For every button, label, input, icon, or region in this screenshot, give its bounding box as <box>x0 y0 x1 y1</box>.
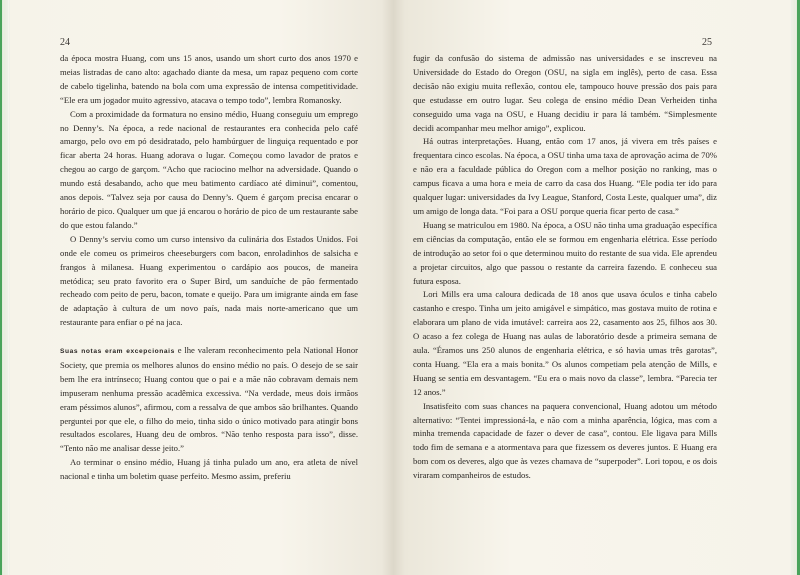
left-page <box>10 0 393 575</box>
page-number: 25 <box>702 37 712 48</box>
page-number: 24 <box>60 37 70 48</box>
section-paragraph <box>60 344 358 456</box>
left-page-edge <box>0 0 10 575</box>
paragraph: Com a proximidade da formatura no ensino médio, Huang conseguiu um emprego no Denny’s. Na época, a rede nacional de restaurantes era conhecida pelo café amargo, pelo ovo em pó desidratado, pelo hambúrguer de linguiça requentado e por ficar aberta 24 horas. Huang adorava o lugar. Começou como lavador de pratos e chegou ao cargo de garçom. “Acho que raciocino melhor na adversidade. Quando o mundo está desabando, acho que meu batimento cardíaco até diminui”, comentou, anos depois. “Talvez seja por causa do Denny’s. Quem é garçom precisa encarar o horário de pico. Qualquer um que já encarou o horário de pico de um restaurante sabe do que estou falando.” <box>60 108 358 230</box>
right-page <box>393 0 790 575</box>
paragraph: O Denny’s serviu como um curso intensivo da culinária dos Estados Unidos. Foi onde ele comeu os primeiros cheeseburgers com bacon, enroladinhos de salsicha e frangos à milanesa. Huang experimentou o cardápio aos poucos, de maneira metódica; seu prato favorito era o Super Bird, um sanduíche de pão fermentado recheado com peito de peru, bacon, tomate e queijo. Para um imigrante ainda em fase de adaptação à cultura de um novo país, nada mais norte-americano que um restaurante para enfiar o pé na jaca. <box>60 233 358 328</box>
body-text <box>60 52 358 484</box>
right-page-edge <box>790 0 800 575</box>
paragraph: Ao terminar o ensino médio, Huang já tinha pulado um ano, era atleta de nível nacional e tinha um boletim quase perfeito. Mesmo assim, preferiu <box>60 457 358 482</box>
body-text <box>413 52 717 483</box>
section-lead-in: Suas notas eram excepcionais <box>60 348 175 356</box>
paragraph: Lori Mills era uma caloura dedicada de 18 anos que usava óculos e tinha cabelo castanho e crespo. Tinha um jeito amigável e simpático, mas gostava muito de rotina e elaborara um plano de vida imutável: carreira aos 22, casamento aos 25, filhos aos 30. O acaso a fez colega de Huang nas aulas de laboratório desde a primeira semana de aula. “Éramos uns 250 alunos de engenharia elétrica, e só havia umas três garotas”, conta Huang. “Ela era a mais bonita.” Os alunos competiam pela atenção de Mills, e Huang se sentia em desvantagem. “Eu era o mais novo da classe”, lembra. “Parecia ter 12 anos.” <box>413 289 717 397</box>
paragraph: fugir da confusão do sistema de admissão nas universidades e se inscreveu na Universidade do Estado do Oregon (OSU, na sigla em inglês), perto de casa. Essa decisão não exigiu muita reflexão, contou ele, tampouco houve pressão dos pais para que estudasse em outro lugar. Seu colega de ensino médio Dean Verheiden tinha conseguido uma vaga na OSU, e Huang decidiu ir para lá também. “Simplesmente decidi acompanhar meu melhor amigo”, explicou. <box>413 53 717 133</box>
paragraph: Huang se matriculou em 1980. Na época, a OSU não tinha uma graduação específica em ciências da computação, então ele se formou em engenharia elétrica. Esse período de introdução ao setor foi o que determinou muito do restante de sua vida. Ele aprendeu a projetar circuitos, algo que passou o restante da carreira fazendo. E conheceu sua futura esposa. <box>413 219 717 286</box>
paragraph: da época mostra Huang, com uns 15 anos, usando um short curto dos anos 1970 e meias listradas de cano alto: agachado diante da mesa, um rapaz pequeno com corte de cabelo tigelinha, batendo na bola com uma expressão de intensa competitividade. “Ele era um jogador muito agressivo, atacava o tempo todo”, lembra Romanosky. <box>60 53 358 105</box>
paragraph-text: e lhe valeram reconhecimento pela National Honor Society, que premia os melhores alunos do ensino médio no país. O desejo de se sair bem lhe era intrínseco; Huang contou que o pai e a mãe não cobravam demais nem impuseram nenhuma pressão acadêmica excessiva. “Na verdade, meus dois irmãos eram péssimos alunos”, afirmou, com a ressalva de que ambos são brilhantes. Quando perguntei por que ele, o filho do meio, tinha sido o único motivado para atingir bons resultados escolares, Huang deu de ombros. “Não tenho resposta para isso”, disse. “Tento não me analisar desse jeito.” <box>60 345 358 454</box>
paragraph: Insatisfeito com suas chances na paquera convencional, Huang adotou um método alternativo: “Tentei impressioná-la, e não com a minha aparência, lógica, mas com a minha tremenda capacidade de fazer o dever de casa”, contou. Ele ligava para Mills todo fim de semana e a atormentava para que fizessem os deveres juntos. E Huang era bom com os deveres, algo que às vezes chamava de “superpoder”. Lori topou, e os dois viraram companheiros de estudos. <box>413 400 717 481</box>
paragraph: Há outras interpretações. Huang, então com 17 anos, já vivera em três países e frequentara cinco escolas. Na época, a OSU tinha uma taxa de aprovação acima de 70% e não era a faculdade pública do Oregon com a melhor posição no ranking, mas o campus ficava a uma hora e meia de carro da casa dos Huang. “Ele podia ter ido para qualquer lugar: universidades da Ivy League, Stanford, Costa Leste, qualquer uma”, diz um amigo de longa data. “Foi para a OSU porque queria ficar perto de casa.” <box>413 136 717 216</box>
